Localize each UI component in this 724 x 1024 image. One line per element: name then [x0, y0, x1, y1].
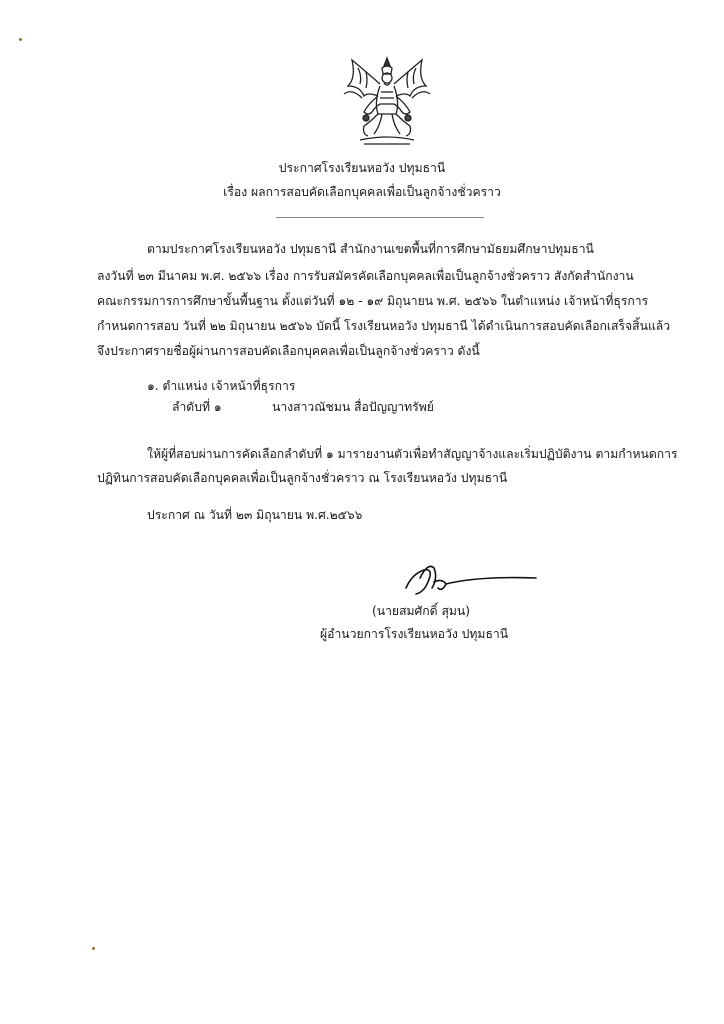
position-heading: ๑. ตำแหน่ง เจ้าหน้าที่ธุรการ [147, 379, 296, 393]
paragraph-1-line-3: คณะกรรมการการศึกษาขั้นพื้นฐาน ตั้งแต่วันที่ ๑๒ - ๑๙ มิถุนายน พ.ศ. ๒๕๖๖ ในตำแหน่ง เจ้าหน้าที่ธุรการ [97, 294, 649, 308]
scan-speck [92, 947, 95, 950]
garuda-emblem-icon [338, 56, 436, 148]
rank-label: ลำดับที่ ๑ [172, 400, 222, 414]
announcement-subject: เรื่อง ผลการสอบคัดเลือกบุคคลเพื่อเป็นลูกจ้างชั่วคราว [223, 185, 501, 199]
paragraph-2-line-1: ให้ผู้ที่สอบผ่านการคัดเลือกลำดับที่ ๑ มารายงานตัวเพื่อทำสัญญาจ้างและเริ่มปฏิบัติงาน ตามกำหนดการ [147, 447, 678, 461]
paragraph-1-line-2: ลงวันที่ ๒๓ มีนาคม พ.ศ. ๒๕๖๖ เรื่อง การรับสมัครคัดเลือกบุคคลเพื่อเป็นลูกจ้างชั่วคราว สังกัดสำนักงาน [97, 269, 634, 283]
signature-icon [398, 548, 538, 603]
announcement-date: ประกาศ ณ วันที่ ๒๓ มิถุนายน พ.ศ.๒๕๖๖ [147, 508, 363, 522]
announcement-title: ประกาศโรงเรียนหอวัง ปทุมธานี [278, 161, 446, 175]
paragraph-1-line-5: จึงประกาศรายชื่อผู้ผ่านการสอบคัดเลือกบุคคลเพื่อเป็นลูกจ้างชั่วคราว ดังนี้ [97, 344, 480, 358]
paragraph-2-line-2: ปฏิทินการสอบคัดเลือกบุคคลเพื่อเป็นลูกจ้างชั่วคราว ณ โรงเรียนหอวัง ปทุมธานี [97, 471, 508, 485]
paragraph-1-line-4: กำหนดการสอบ วันที่ ๒๒ มิถุนายน ๒๕๖๖ บัดนี้ โรงเรียนหอวัง ปทุมธานี ได้ดำเนินการสอบคัดเลือกเสร็จสิ้นแล้ว [97, 319, 671, 333]
paragraph-1-line-1: ตามประกาศโรงเรียนหอวัง ปทุมธานี สำนักงานเขตพื้นที่การศึกษามัธยมศึกษาปทุมธานี [147, 242, 594, 256]
signatory-position: ผู้อำนวยการโรงเรียนหอวัง ปทุมธานี [320, 627, 509, 641]
signatory-name: (นายสมศักดิ์ สุมน) [372, 604, 471, 618]
scan-speck [19, 38, 22, 41]
candidate-name: นางสาวณัชมน สื่อปัญญาทรัพย์ [272, 400, 434, 414]
title-divider [276, 217, 484, 218]
